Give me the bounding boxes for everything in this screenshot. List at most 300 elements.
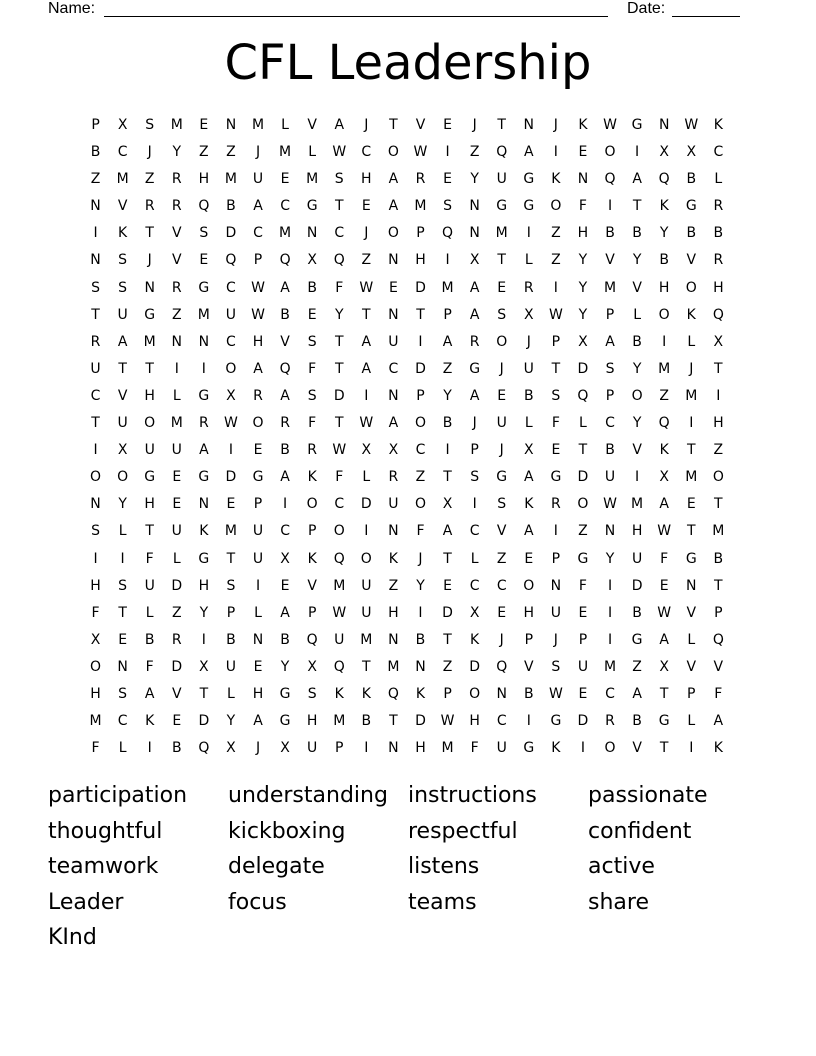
grid-letter: B — [632, 333, 642, 350]
grid-letter: E — [361, 198, 371, 215]
grid-letter: I — [553, 523, 558, 540]
grid-letter: Y — [578, 252, 588, 269]
grid-letter: N — [388, 306, 399, 323]
word-bank-row — [48, 852, 768, 888]
grid-letter: Q — [387, 685, 399, 702]
grid-letter: B — [280, 442, 290, 459]
grid-letter: N — [144, 279, 155, 296]
grid-letter: T — [578, 442, 588, 459]
grid-letter: J — [147, 252, 152, 269]
grid-letter: L — [362, 469, 371, 486]
grid-letter: G — [685, 198, 697, 215]
grid-letter: E — [253, 442, 263, 459]
worksheet-header — [48, 0, 748, 20]
grid-letter: L — [633, 306, 641, 323]
grid-letter: O — [496, 333, 508, 350]
grid-letter: L — [714, 171, 723, 188]
grid-letter: U — [252, 171, 264, 188]
grid-letter: N — [686, 577, 697, 594]
grid-letter: Y — [443, 387, 452, 404]
grid-letter: G — [550, 713, 562, 730]
grid-letter: O — [414, 415, 426, 432]
grid-letter: I — [147, 740, 152, 757]
grid-letter: N — [306, 225, 318, 242]
grid-row — [82, 600, 732, 627]
grid-letter: A — [469, 306, 480, 323]
grid-letter: N — [658, 117, 670, 133]
grid-letter: A — [469, 387, 480, 404]
grid-letter: O — [604, 740, 616, 757]
grid-letter: R — [307, 442, 318, 459]
grid-letter: K — [415, 685, 426, 702]
grid-letter: P — [253, 496, 263, 513]
grid-letter: N — [415, 658, 426, 675]
grid-letter: U — [496, 171, 507, 188]
grid-letter: Q — [658, 171, 670, 188]
grid-letter: Z — [415, 469, 426, 486]
grid-row — [82, 139, 732, 166]
grid-letter: Z — [171, 604, 182, 621]
grid-letter: A — [280, 387, 290, 404]
grid-letter: A — [253, 713, 263, 730]
grid-letter: K — [307, 469, 317, 486]
grid-letter: B — [523, 685, 534, 702]
grid-letter: F — [145, 550, 154, 567]
grid-letter: Z — [469, 144, 480, 161]
grid-letter: T — [362, 306, 371, 323]
grid-letter: U — [171, 442, 182, 459]
grid-letter: T — [659, 740, 669, 757]
grid-letter: M — [441, 279, 454, 296]
letter-grid — [82, 112, 732, 762]
grid-letter: B — [415, 631, 426, 648]
word-bank-item: Leader — [48, 889, 124, 915]
grid-letter: T — [714, 496, 723, 513]
grid-letter: A — [388, 415, 399, 432]
grid-letter: J — [526, 333, 531, 350]
grid-letter: D — [577, 713, 589, 730]
name-field-line[interactable] — [104, 16, 608, 17]
grid-letter: A — [524, 469, 534, 486]
grid-letter: K — [551, 171, 561, 188]
grid-letter: U — [496, 415, 507, 432]
grid-letter: R — [280, 415, 290, 432]
grid-letter: M — [224, 523, 237, 540]
grid-letter: O — [550, 198, 562, 215]
grid-letter: E — [524, 550, 534, 567]
grid-letter: W — [657, 604, 672, 621]
grid-letter: K — [388, 550, 398, 567]
grid-letter: T — [714, 577, 723, 594]
grid-letter: J — [689, 360, 694, 377]
word-bank-item: respectful — [408, 818, 518, 844]
grid-letter: S — [307, 333, 317, 350]
grid-letter: T — [416, 306, 425, 323]
grid-letter: M — [712, 523, 725, 540]
grid-letter: P — [443, 685, 452, 702]
grid-letter: S — [551, 387, 561, 404]
grid-letter: P — [551, 550, 561, 567]
grid-letter: R — [388, 469, 399, 486]
grid-letter: R — [198, 415, 209, 432]
grid-letter: U — [523, 360, 534, 377]
grid-letter: L — [524, 252, 533, 269]
grid-letter: L — [308, 144, 317, 161]
grid-letter: G — [144, 469, 156, 486]
word-bank-item: share — [588, 889, 649, 915]
grid-letter: M — [333, 577, 346, 594]
grid-letter: A — [361, 333, 372, 350]
word-bank-item: listens — [408, 854, 480, 880]
page-title: CFL Leadership — [224, 35, 592, 91]
grid-letter: K — [578, 117, 588, 133]
grid-letter: W — [251, 279, 265, 296]
grid-letter: I — [283, 496, 288, 513]
grid-letter: C — [713, 144, 724, 161]
grid-letter: D — [577, 469, 589, 486]
grid-letter: Q — [333, 550, 345, 567]
grid-letter: T — [145, 360, 154, 377]
grid-letter: U — [225, 658, 237, 675]
grid-letter: M — [279, 225, 292, 242]
grid-letter: M — [224, 171, 237, 188]
grid-letter: J — [553, 117, 558, 133]
grid-letter: B — [659, 252, 669, 269]
grid-letter: Z — [199, 144, 209, 161]
grid-letter: V — [632, 279, 642, 296]
grid-letter: H — [415, 252, 426, 269]
grid-letter: L — [227, 685, 235, 702]
grid-letter: N — [469, 198, 480, 215]
grid-letter: C — [253, 225, 263, 242]
grid-letter: S — [497, 306, 507, 323]
grid-letter: F — [91, 604, 100, 621]
grid-letter: E — [172, 496, 182, 513]
grid-letter: P — [91, 117, 100, 133]
grid-letter: I — [607, 631, 613, 648]
grid-letter: T — [443, 631, 452, 648]
grid-letter: Q — [225, 252, 237, 269]
grid-letter: W — [332, 442, 347, 459]
word-bank-item: focus — [228, 889, 287, 915]
grid-letter: O — [577, 496, 589, 513]
grid-letter: V — [496, 523, 507, 540]
grid-letter: I — [635, 144, 640, 161]
grid-letter: P — [416, 225, 425, 242]
grid-letter: T — [686, 523, 696, 540]
grid-letter: G — [469, 360, 481, 377]
grid-letter: P — [578, 631, 588, 648]
grid-letter: V — [632, 442, 642, 459]
grid-letter: E — [578, 685, 588, 702]
grid-letter: E — [686, 496, 696, 513]
grid-letter: O — [360, 550, 372, 567]
grid-letter: H — [631, 523, 643, 540]
grid-letter: Y — [334, 306, 344, 323]
grid-row — [82, 518, 732, 545]
grid-letter: B — [226, 631, 236, 648]
grid-letter: M — [387, 658, 400, 675]
grid-letter: M — [603, 658, 617, 675]
grid-letter: X — [523, 306, 534, 323]
grid-letter: D — [171, 658, 183, 675]
grid-letter: P — [687, 685, 696, 702]
grid-letter: M — [170, 117, 183, 133]
grid-letter: B — [171, 740, 182, 757]
grid-letter: Q — [496, 658, 508, 675]
word-bank-item: kickboxing — [228, 818, 346, 844]
grid-letter: K — [686, 306, 696, 323]
grid-letter: E — [578, 144, 588, 161]
grid-letter: M — [251, 117, 265, 133]
grid-letter: T — [659, 685, 669, 702]
grid-letter: F — [91, 740, 100, 757]
grid-letter: M — [170, 415, 183, 432]
grid-letter: W — [548, 685, 563, 702]
grid-letter: U — [307, 740, 318, 757]
grid-row — [82, 627, 732, 654]
grid-letter: G — [685, 550, 697, 567]
grid-letter: H — [658, 279, 670, 296]
grid-letter: O — [90, 469, 102, 486]
grid-letter: S — [334, 171, 344, 188]
grid-letter: D — [225, 225, 237, 242]
grid-letter: P — [443, 306, 452, 323]
grid-letter: P — [524, 631, 534, 648]
grid-letter: S — [118, 252, 128, 269]
grid-letter: W — [548, 306, 563, 323]
grid-letter: Z — [361, 252, 372, 269]
grid-letter: O — [685, 279, 697, 296]
grid-letter: H — [198, 577, 210, 594]
grid-letter: Y — [416, 577, 425, 594]
grid-letter: C — [226, 333, 236, 350]
grid-letter: O — [333, 523, 345, 540]
grid-letter: N — [388, 523, 399, 540]
grid-letter: C — [496, 577, 507, 594]
grid-letter: W — [657, 523, 672, 540]
grid-row — [82, 275, 732, 302]
grid-letter: A — [659, 496, 669, 513]
grid-letter: B — [226, 198, 236, 215]
grid-letter: M — [197, 306, 210, 323]
grid-letter: J — [255, 740, 261, 757]
grid-letter: S — [118, 577, 128, 594]
grid-letter: I — [93, 442, 98, 459]
grid-letter: W — [359, 415, 374, 432]
grid-letter: J — [499, 360, 504, 377]
grid-letter: T — [497, 252, 506, 269]
grid-letter: T — [334, 333, 344, 350]
grid-letter: M — [685, 387, 698, 404]
grid-letter: B — [280, 306, 290, 323]
grid-letter: X — [523, 442, 534, 459]
grid-letter: U — [225, 306, 237, 323]
grid-letter: N — [252, 631, 264, 648]
grid-letter: Z — [226, 144, 236, 161]
grid-letter: T — [334, 415, 344, 432]
grid-letter: O — [144, 415, 156, 432]
grid-letter: C — [415, 442, 426, 459]
grid-letter: F — [335, 279, 344, 296]
grid-letter: V — [307, 117, 317, 133]
grid-letter: M — [603, 279, 617, 296]
grid-letter: I — [364, 740, 369, 757]
grid-letter: W — [332, 144, 347, 161]
grid-letter: F — [416, 523, 425, 540]
word-bank-item: instructions — [408, 783, 537, 808]
grid-letter: Z — [659, 387, 669, 404]
grid-letter: T — [199, 685, 209, 702]
grid-letter: D — [469, 658, 481, 675]
grid-letter: V — [686, 604, 697, 621]
word-bank-item: participation — [48, 783, 188, 808]
grid-letter: V — [605, 252, 615, 269]
grid-letter: O — [117, 469, 129, 486]
grid-letter: J — [255, 144, 261, 161]
grid-letter: R — [605, 713, 615, 730]
grid-letter: X — [307, 252, 317, 269]
grid-letter: J — [364, 117, 369, 133]
grid-letter: E — [443, 171, 452, 188]
grid-letter: B — [90, 144, 101, 161]
grid-letter: J — [553, 631, 558, 648]
grid-letter: O — [523, 577, 535, 594]
grid-letter: S — [551, 658, 561, 675]
date-field-line[interactable] — [672, 16, 740, 17]
grid-letter: G — [631, 117, 643, 133]
grid-letter: N — [90, 252, 101, 269]
grid-letter: I — [716, 387, 721, 404]
word-bank-item: active — [588, 854, 655, 880]
grid-letter: W — [684, 117, 699, 133]
grid-letter: Q — [279, 360, 291, 377]
grid-letter: W — [359, 279, 374, 296]
grid-letter: U — [252, 550, 264, 567]
grid-letter: N — [171, 333, 183, 350]
grid-letter: S — [118, 685, 128, 702]
grid-letter: F — [714, 685, 723, 702]
grid-letter: Z — [551, 252, 561, 269]
grid-letter: Z — [632, 658, 642, 675]
grid-letter: T — [686, 442, 696, 459]
grid-letter: G — [198, 387, 210, 404]
grid-letter: M — [89, 713, 102, 730]
grid-letter: R — [253, 387, 263, 404]
grid-letter: B — [280, 631, 290, 648]
grid-letter: R — [171, 171, 182, 188]
grid-letter: Q — [198, 740, 210, 757]
grid-letter: H — [144, 496, 155, 513]
grid-letter: X — [578, 333, 588, 350]
grid-letter: K — [551, 740, 561, 757]
grid-letter: F — [470, 740, 479, 757]
grid-letter: B — [686, 171, 697, 188]
grid-letter: M — [116, 171, 129, 188]
grid-letter: N — [577, 171, 589, 188]
grid-letter: I — [93, 225, 98, 242]
grid-letter: K — [361, 685, 371, 702]
grid-letter: B — [523, 387, 534, 404]
grid-row — [82, 193, 732, 220]
grid-letter: E — [443, 117, 452, 133]
grid-letter: H — [415, 740, 426, 757]
grid-letter: G — [523, 740, 535, 757]
grid-letter: U — [496, 740, 507, 757]
grid-letter: V — [171, 685, 182, 702]
grid-letter: K — [199, 523, 209, 540]
grid-row — [82, 573, 732, 600]
grid-letter: O — [90, 658, 102, 675]
grid-letter: Q — [577, 387, 589, 404]
grid-letter: X — [280, 740, 290, 757]
grid-letter: I — [364, 387, 369, 404]
grid-letter: L — [118, 523, 127, 540]
grid-letter: A — [334, 117, 345, 133]
grid-letter: B — [605, 442, 615, 459]
grid-letter: T — [334, 198, 344, 215]
grid-letter: H — [90, 577, 101, 594]
grid-letter: M — [441, 740, 454, 757]
grid-letter: Z — [442, 360, 453, 377]
grid-letter: C — [117, 713, 128, 730]
grid-letter: L — [579, 415, 587, 432]
grid-letter: N — [117, 658, 128, 675]
grid-letter: Y — [578, 306, 588, 323]
grid-letter: X — [388, 442, 399, 459]
grid-row — [82, 464, 732, 491]
grid-letter: B — [686, 225, 697, 242]
grid-letter: G — [252, 469, 264, 486]
grid-letter: G — [198, 550, 210, 567]
grid-letter: A — [280, 279, 290, 296]
grid-letter: N — [90, 198, 101, 215]
grid-letter: Y — [280, 658, 290, 675]
grid-letter: G — [306, 198, 318, 215]
grid-letter: O — [252, 415, 264, 432]
grid-letter: F — [578, 198, 587, 215]
grid-letter: N — [523, 117, 535, 133]
grid-letter: P — [253, 252, 263, 269]
grid-letter: I — [120, 550, 125, 567]
grid-letter: I — [445, 442, 450, 459]
grid-letter: Q — [712, 631, 724, 648]
grid-letter: Q — [198, 198, 210, 215]
grid-letter: X — [280, 550, 290, 567]
grid-letter: G — [523, 198, 535, 215]
grid-letter: N — [388, 252, 399, 269]
grid-letter: P — [470, 442, 479, 459]
grid-letter: Z — [90, 171, 101, 188]
grid-letter: V — [415, 117, 426, 133]
grid-letter: Z — [578, 523, 588, 540]
grid-letter: V — [171, 252, 182, 269]
grid-letter: D — [171, 577, 183, 594]
grid-letter: V — [686, 252, 697, 269]
grid-row — [82, 383, 732, 410]
grid-letter: A — [199, 442, 209, 459]
grid-letter: W — [251, 306, 265, 323]
grid-letter: W — [224, 415, 238, 432]
grid-letter: P — [307, 523, 317, 540]
grid-letter: C — [388, 360, 399, 377]
grid-letter: D — [415, 360, 426, 377]
grid-letter: K — [524, 496, 534, 513]
grid-letter: S — [226, 577, 236, 594]
grid-letter: M — [279, 144, 292, 161]
grid-letter: I — [689, 415, 694, 432]
grid-letter: S — [470, 469, 480, 486]
